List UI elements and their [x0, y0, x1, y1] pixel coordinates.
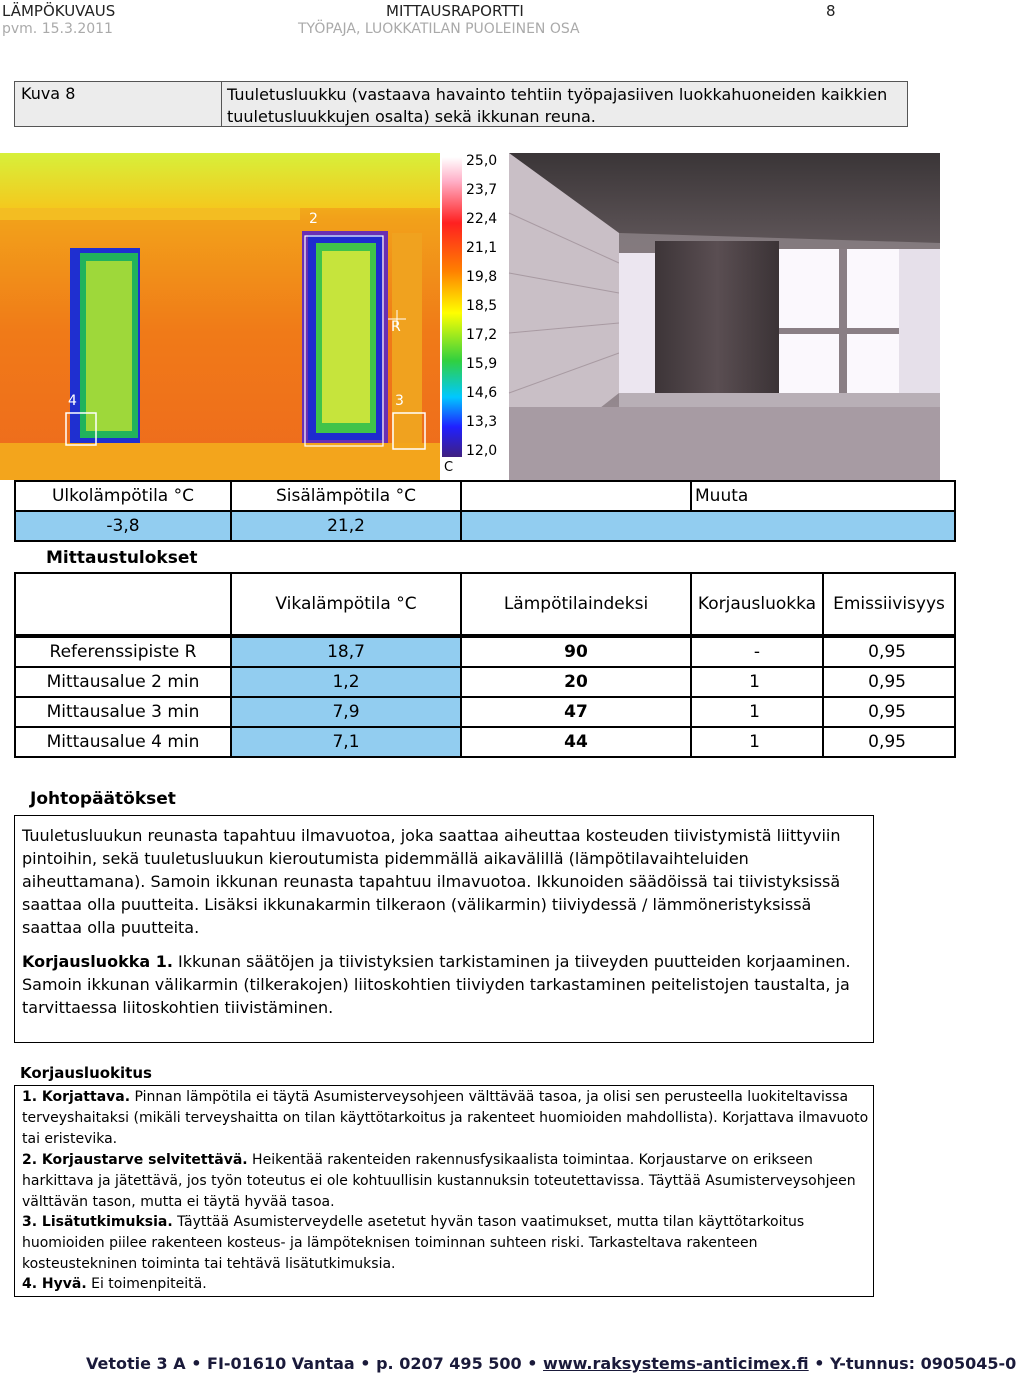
row-emissivity: 0,95 [822, 636, 956, 668]
caption-divider [221, 82, 222, 126]
scale-label: 17,2 [466, 327, 498, 343]
row-index: 44 [460, 726, 692, 758]
classes-title: Korjausluokitus [20, 1064, 152, 1082]
footer-business-id: Y-tunnus: 0905045-0 [830, 1354, 1016, 1373]
conclusions-text: Tuuletusluukun reunasta tapahtuu ilmavuotoa, joka saattaa aiheuttaa kosteuden tiivistymistä liittyviin pintoihin, sekä tuuletusluukun kieroutumista pidemmällä aikavälillä (lämpötilavaihteluiden aiheuttamana). Samoin ikkunan reunasta tapahtuu ilmavuotoa. Ikkunoiden säädöissä tai tiivistyksissä saattaa olla puutteita. Lisäksi ikkunakarmin tilkeraon (välikarmin) tiiviydessä / lämmöneristyksissä saattaa olla puutteita. [22, 826, 841, 937]
footer-bullet: • [814, 1354, 831, 1373]
outdoor-temp-label: Ulkolämpötila °C [14, 480, 232, 512]
footer-address: Vetotie 3 A [86, 1354, 186, 1373]
row-name: Referenssipiste R [14, 636, 232, 668]
repair-class-label: Korjausluokka 1. [22, 952, 173, 971]
marker-r: R [391, 319, 401, 335]
footer-bullet: • [527, 1354, 544, 1373]
scale-label: 22,4 [466, 211, 498, 227]
header-class: Korjausluokka [690, 572, 824, 636]
row-temp: 7,9 [230, 696, 462, 728]
page-number: 8 [826, 2, 836, 20]
scale-label: 21,1 [466, 240, 498, 256]
header-temp: Vikalämpötila °C [230, 572, 462, 636]
report-subtitle: TYÖPAJA, LUOKKATILAN PUOLEINEN OSA [298, 21, 580, 37]
row-emissivity: 0,95 [822, 696, 956, 728]
marker-2: 2 [309, 211, 318, 227]
results-title: Mittaustulokset [46, 548, 198, 568]
row-temp: 1,2 [230, 666, 462, 698]
footer-website-link[interactable]: www.raksystems-anticimex.fi [543, 1354, 809, 1373]
figure-caption [14, 81, 908, 127]
classes-box [14, 1085, 874, 1297]
marker-4: 4 [68, 393, 77, 409]
class-item [22, 1212, 872, 1274]
conclusions-title: Johtopäätökset [30, 789, 176, 809]
scale-label: 19,8 [466, 269, 498, 285]
row-class: 1 [690, 666, 824, 698]
class-item-label: 3. Lisätutkimuksia. [22, 1214, 173, 1230]
header-emissivity: Emissiivisyys [822, 572, 956, 636]
color-scale [440, 153, 508, 480]
row-class: 1 [690, 696, 824, 728]
row-class: - [690, 636, 824, 668]
marker-3: 3 [395, 393, 404, 409]
scale-label: 13,3 [466, 414, 498, 430]
row-index: 47 [460, 696, 692, 728]
row-emissivity: 0,95 [822, 666, 956, 698]
row-name: Mittausalue 2 min [14, 666, 232, 698]
indoor-temp-value: 21,2 [230, 510, 462, 542]
footer-bullet: • [360, 1354, 377, 1373]
row-temp: 18,7 [230, 636, 462, 668]
class-item-text: Heikentää rakenteiden rakennusfysikaalista toimintaa. Korjaustarve on erikseen harkittava ja jätettävä, jos työn toteutus ei ole kohtuullisin kustannuksin toteutettavissa. Täyttää Asumisterveysohjeen välttävän tason, mutta ei täytä hyvää tasoa. [22, 1152, 856, 1210]
repair-class-text: Ikkunan säätöjen ja tiivistyksien tarkistaminen ja tiiveyden puutteiden korjaaminen. Samoin ikkunan välikarmin (tilkerakojen) liitoskohtien tiiviyden tarkastaminen peitelistojen taustalta, ja tarvittaessa liitoskohtien tiivistäminen. [22, 952, 851, 1017]
report-title: MITTAUSRAPORTTI [386, 2, 524, 20]
footer-postal: FI-01610 Vantaa [207, 1354, 355, 1373]
results-header-blank [14, 572, 232, 636]
scale-label: 14,6 [466, 385, 498, 401]
row-index: 20 [460, 666, 692, 698]
class-item-label: 2. Korjaustarve selvitettävä. [22, 1152, 248, 1168]
class-item [22, 1150, 872, 1212]
room-photo [509, 153, 940, 480]
row-index: 90 [460, 636, 692, 668]
class-item-label: 1. Korjattava. [22, 1089, 131, 1105]
row-name: Mittausalue 4 min [14, 726, 232, 758]
scale-label: 25,0 [466, 153, 498, 169]
class-item [22, 1274, 872, 1295]
footer [86, 1354, 1016, 1373]
footer-phone: p. 0207 495 500 [376, 1354, 522, 1373]
other-value [460, 510, 956, 542]
scale-unit: C [444, 460, 454, 475]
class-item [22, 1087, 872, 1149]
row-temp: 7,1 [230, 726, 462, 758]
scale-label: 23,7 [466, 182, 498, 198]
header-index: Lämpötilaindeksi [460, 572, 692, 636]
conclusions-box [14, 815, 874, 1043]
thermal-image [0, 153, 440, 480]
footer-bullet: • [191, 1354, 208, 1373]
scale-gradient [442, 157, 462, 457]
report-date: pvm. 15.3.2011 [2, 21, 113, 37]
repair-class-paragraph [22, 950, 862, 1019]
scale-label: 15,9 [466, 356, 498, 372]
figure-label: Kuva 8 [21, 84, 76, 103]
class-item-label: 4. Hyvä. [22, 1276, 87, 1292]
indoor-temp-label: Sisälämpötila °C [230, 480, 462, 512]
scale-label: 18,5 [466, 298, 498, 314]
class-item-text: Ei toimenpiteitä. [86, 1276, 207, 1292]
other-label: Muuta [690, 480, 956, 512]
report-type: LÄMPÖKUVAUS [2, 2, 116, 20]
outdoor-temp-value: -3,8 [14, 510, 232, 542]
scale-label: 12,0 [466, 443, 498, 459]
row-emissivity: 0,95 [822, 726, 956, 758]
other-label-spacer [460, 480, 692, 512]
class-item-text: Täyttää Asumisterveydelle asetetut hyvän tason vaatimukset, mutta tilan käyttötarkoitus huomioiden piilee rakenteen kosteus- ja lämpöteknisen toiminnan suhteen riski. Tarkasteltava rakenteen kosteustekninen toiminta tai tehtävä lisätutkimuksia. [22, 1214, 805, 1272]
class-item-text: Pinnan lämpötila ei täytä Asumisterveysohjeen välttävää tasoa, ja olisi sen perusteella luokiteltavissa terveyshaitaksi (mikäli terveyshaitta on tilan käyttötarkoitus ja rakenteet huomioiden mahdollista). Korjattava ilmavuoto tai eristevika. [22, 1089, 869, 1147]
row-class: 1 [690, 726, 824, 758]
row-name: Mittausalue 3 min [14, 696, 232, 728]
figure-description: Tuuletusluukku (vastaava havainto tehtiin työpajasiiven luokkahuoneiden kaikkien tuuletusluukkujen osalta) sekä ikkunan reuna. [227, 85, 888, 126]
